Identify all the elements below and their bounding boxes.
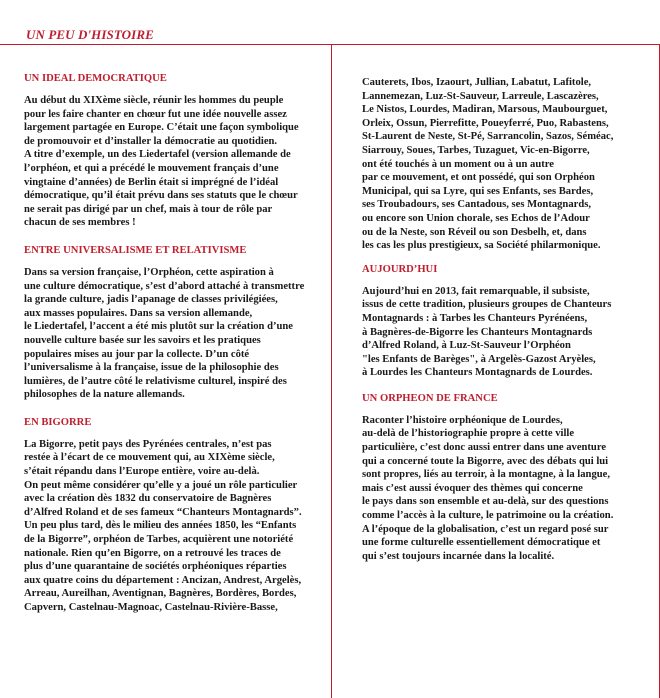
text-line: à Bagnères-de-Bigorre les Chanteurs Montagnards — [362, 326, 593, 338]
paragraph-continuation — [362, 76, 652, 253]
section-heading-ideal-democratique: UN IDEAL DEMOCRATIQUE — [24, 73, 167, 84]
title-rule — [0, 44, 660, 45]
paragraph-ideal-democratique — [24, 94, 324, 230]
text-line: de la Bigorre”, orphéon de Tarbes, acquièrent une notoriété — [24, 534, 294, 546]
text-line: vingtaine d’années) de Berlin était si imprégné de l’idéal — [24, 176, 279, 188]
text-line: nationale. Rien qu’en Bigorre, on a retrouvé les traces de — [24, 547, 281, 559]
text-line: nouvelle culture basée sur les savoirs et les pratiques — [24, 334, 261, 346]
text-line: philosophes de la nature allemands. — [24, 389, 185, 401]
section-heading-universalisme: ENTRE UNIVERSALISME ET RELATIVISME — [24, 244, 247, 256]
text-line: Siarrouy, Soues, Tarbes, Tuzaguet, Vic-en-Bigorre, — [362, 144, 590, 156]
text-line: ont été touchés à un moment ou à un autre — [362, 158, 554, 170]
text-line: A l’époque de la globalisation, c’est un regard posé sur — [362, 523, 609, 535]
text-line: Dans sa version française, l’Orphéon, cette aspiration à — [24, 266, 274, 278]
text-line: Arreau, Aureilhan, Aventignan, Bagnères, Bordères, Bordes, — [24, 588, 297, 600]
text-line: aux quatre coins du département : Ancizan, Andrest, Argelès, — [24, 574, 302, 586]
text-line: largement partagée en Europe. C’était une façon symbolique — [24, 122, 299, 134]
text-line: qui a concerné toute la Bigorre, avec des débats qui lui — [362, 455, 609, 467]
text-line: le pays dans son ensemble et au-delà, sur des questions — [362, 496, 609, 508]
text-line: aux masses populaires. Dans sa version allemande, — [24, 307, 253, 319]
text-line: St-Laurent de Neste, St-Pé, Sarrancolin, Sazos, Séméac, — [362, 131, 614, 143]
text-line: le Liedertafel, l’accent a été mis plutôt sur la création d’une — [24, 321, 294, 333]
left-column — [24, 72, 324, 615]
text-line: Lannemezan, Luz-St-Sauveur, Larreule, Lascazères, — [362, 90, 599, 102]
text-line: chacun de ses membres ! — [24, 217, 136, 229]
text-line: Raconter l’histoire orphéonique de Lourdes, — [362, 414, 563, 426]
column-divider — [331, 44, 332, 698]
paragraph-en-bigorre — [24, 438, 324, 615]
text-line: qui s’est toujours incarnée dans la localité. — [362, 550, 555, 562]
text-line: ne serait pas dirigé par un chef, mais à tour de rôle par — [24, 203, 273, 215]
page-title: UN PEU D'HISTOIRE — [26, 27, 154, 42]
text-line: l’orphéon, et qui a précédé le mouvement français d’une — [24, 162, 279, 174]
text-line: Le Nistos, Lourdes, Madiran, Marsous, Maubourguet, — [362, 104, 608, 116]
section-heading-aujourdhui: AUJOURD’HUI — [362, 263, 438, 275]
section-heading-orpheon-de-france: UN ORPHEON DE FRANCE — [362, 392, 498, 404]
text-line: ses Troubadours, ses Cantadous, ses Montagnards, — [362, 199, 591, 211]
text-line: à Lourdes les Chanteurs Montagnards de Lourdes. — [362, 367, 593, 379]
text-line: Montagnards : à Tarbes les Chanteurs Pyrénéens, — [362, 312, 588, 324]
text-line: sont propres, liés au terroir, à la montagne, à la langue, — [362, 469, 610, 481]
text-line: avec la création dès 1832 du conservatoire de Bagnères — [24, 493, 272, 505]
text-line: de promouvoir et d’installer la démocratie au quotidien. — [24, 135, 278, 147]
text-line: comme l’accès à la culture, le patrimoine ou la création. — [362, 510, 614, 522]
text-line: populaires mises au jour par la collecte. D’un côté — [24, 348, 250, 360]
paragraph-universalisme — [24, 266, 324, 402]
text-line: s’était répandu dans l’Europe entière, voire au-delà. — [24, 466, 260, 478]
text-line: Aujourd’hui en 2013, fait remarquable, il subsiste, — [362, 285, 590, 297]
text-line: d’Alfred Roland, à Luz-St-Sauveur l’Orphéon — [362, 340, 571, 352]
text-line: l’universalisme à la française, issue de la philosophie des — [24, 362, 279, 374]
right-column — [362, 76, 652, 563]
text-line: les cas les plus prestigieux, sa Société philarmonique. — [362, 240, 601, 252]
text-line: Capvern, Castelnau-Magnoac, Castelnau-Rivière-Basse, — [24, 602, 278, 613]
text-line: plus d’une quarantaine de sociétés orphéoniques réparties — [24, 561, 287, 573]
paragraph-orpheon-de-france — [362, 414, 652, 564]
text-line: la grande culture, jadis l’apanage de classes privilégiées, — [24, 294, 278, 306]
text-line: pour les faire chanter en chœur fut une idée nouvelle assez — [24, 108, 287, 120]
text-line: Municipal, qui sa Lyre, qui ses Enfants, ses Bardes, — [362, 185, 594, 197]
text-line: La Bigorre, petit pays des Pyrénées centrales, n’est pas — [24, 438, 272, 450]
text-line: Au début du XIXème siècle, réunir les hommes du peuple — [24, 95, 284, 106]
paragraph-aujourdhui — [362, 285, 652, 380]
text-line: issus de cette tradition, plusieurs groupes de Chanteurs — [362, 299, 612, 311]
text-line: Un peu plus tard, dès le milieu des années 1850, les “Enfants — [24, 520, 297, 532]
text-line: lumières, de l’autre côté le relativisme culturel, inspiré des — [24, 375, 287, 387]
text-line: "les Enfants de Barèges", à Argelès-Gazost Aryèles, — [362, 353, 596, 365]
text-line: au-delà de l’historiographie propre à cette ville — [362, 428, 575, 440]
text-line: une forme culturelle essentiellement démocratique et — [362, 537, 601, 549]
text-line: une culture démocratique, s’est d’abord attaché à transmettre — [24, 280, 305, 292]
text-line: A titre d’exemple, un des Liedertafel (version allemande de — [24, 149, 291, 161]
text-line: par ce mouvement, et ont possédé, qui son Orphéon — [362, 172, 595, 184]
text-line: particulière, c’est donc aussi entrer dans une aventure — [362, 442, 607, 454]
text-line: d’Alfred Roland et de ses fameux “Chanteurs Montagnards”. — [24, 506, 302, 518]
text-line: ou encore son Union chorale, ses Echos de l’Adour — [362, 212, 590, 224]
text-line: Orleix, Ossun, Pierrefitte, Poueyferré, Puo, Rabastens, — [362, 117, 609, 129]
text-line: mais c’est aussi évoquer des thèmes qui concerne — [362, 482, 583, 494]
text-line: démocratique, qu’il était prévu dans ses statuts que le chœur — [24, 190, 298, 202]
text-line: Cauterets, Ibos, Izaourt, Jullian, Labatut, Lafitole, — [362, 77, 592, 88]
text-line: ou de la Neste, son Réveil ou son Desbelh, et, dans — [362, 226, 587, 238]
text-line: restée à l’écart de ce mouvement qui, au XIXème siècle, — [24, 452, 275, 464]
section-heading-en-bigorre: EN BIGORRE — [24, 416, 92, 428]
text-line: On peut même considérer qu’elle y a joué un rôle particulier — [24, 479, 298, 491]
